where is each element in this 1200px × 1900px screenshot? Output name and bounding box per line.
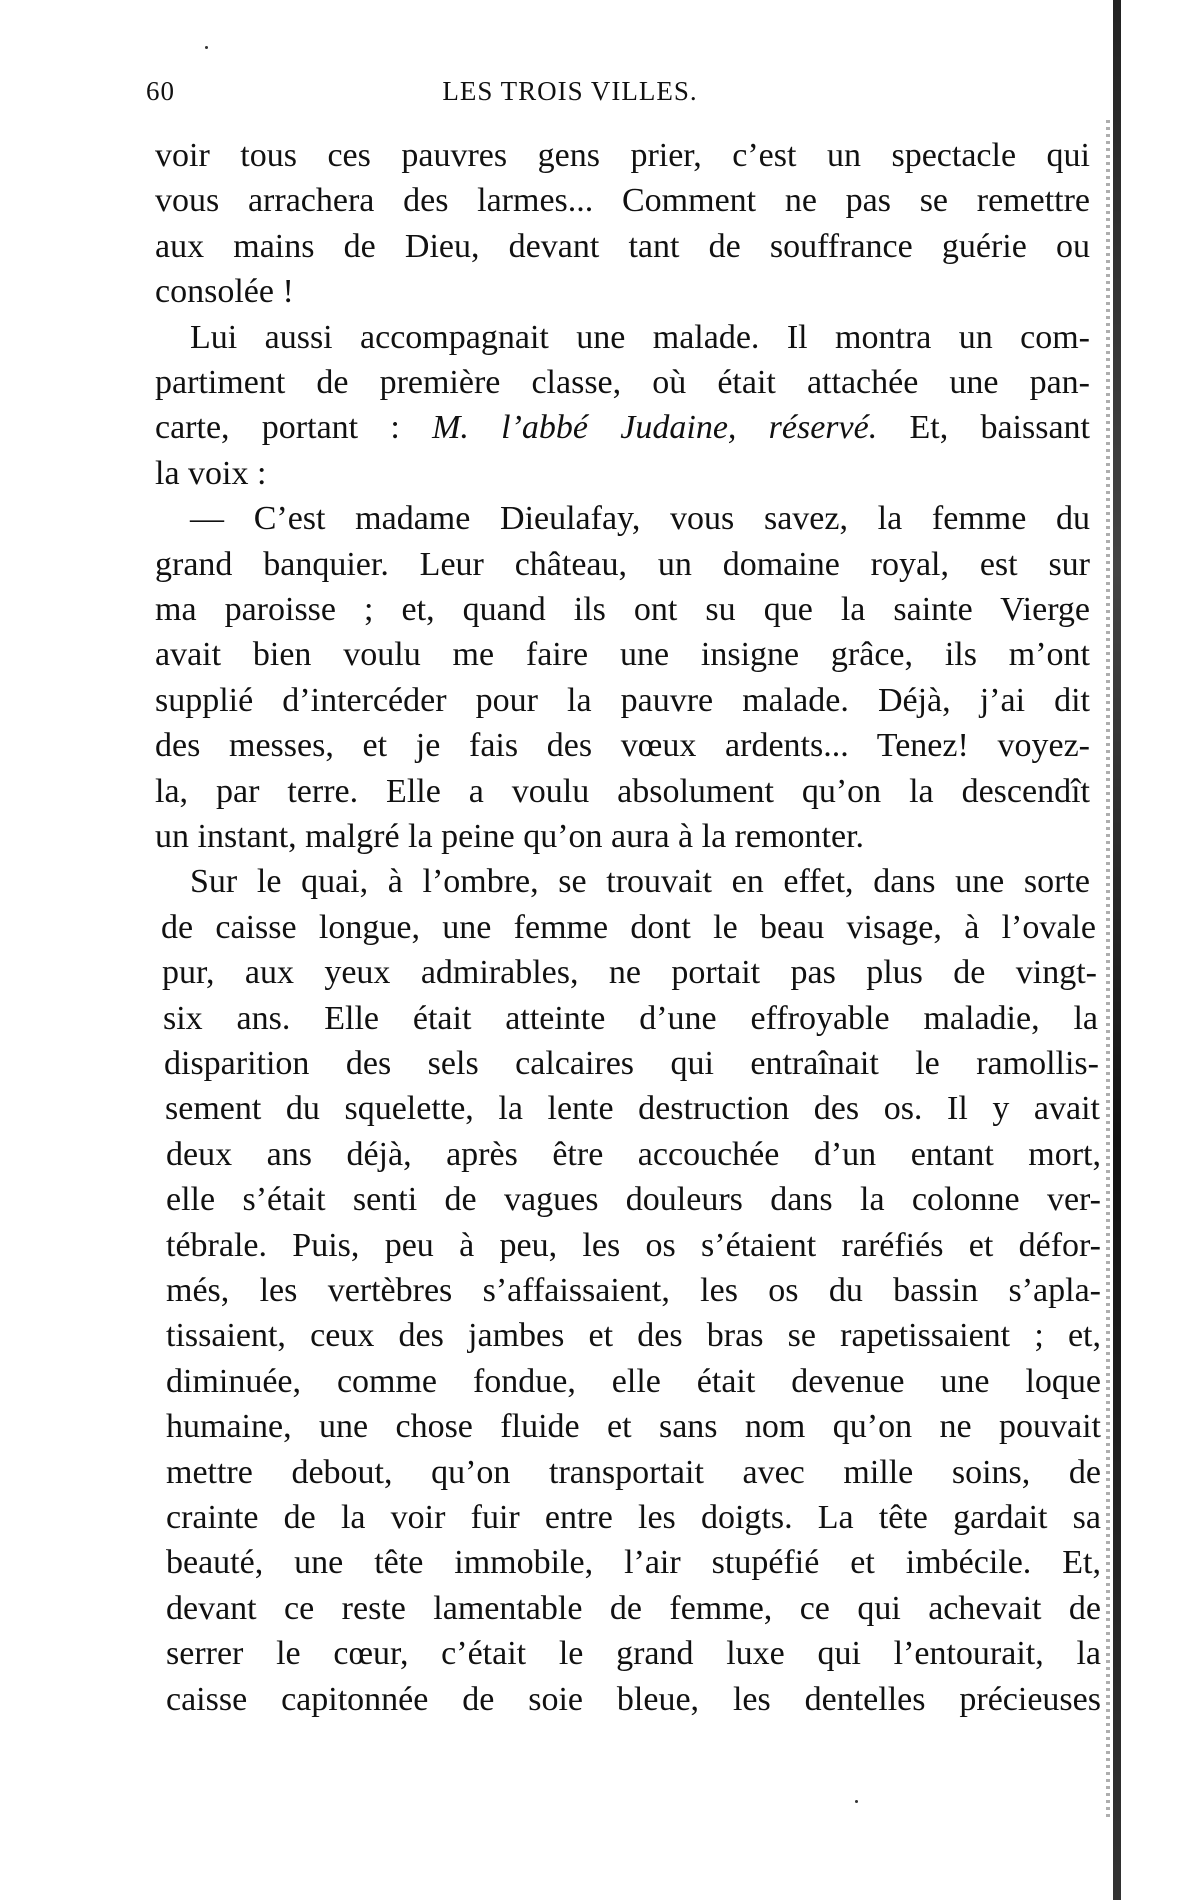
text-line: mettre debout, qu’on transportait avec mille soins, de — [166, 1453, 1101, 1491]
text-line: de caisse longue, une femme dont le beau visage, à l’ovale — [161, 908, 1096, 946]
text-line: beauté, une tête immobile, l’air stupéfié et imbécile. Et, — [166, 1544, 1101, 1582]
text-line: — C’est madame Dieulafay, vous savez, la femme du — [190, 500, 1090, 538]
text-line: ma paroisse ; et, quand ils ont su que la sainte Vierge — [155, 591, 1090, 628]
page-edge-texture — [1106, 120, 1110, 1820]
text-line: elle s’était senti de vagues douleurs dans la colonne ver- — [166, 1181, 1101, 1219]
text-line: consolée ! — [155, 273, 294, 311]
text-line: des messes, et je fais des vœux ardents... Tenez! voyez- — [155, 727, 1090, 765]
text-line: supplié d’intercéder pour la pauvre malade. Déjà, j’ai dit — [155, 681, 1090, 719]
text-line — [155, 408, 1090, 448]
page-edge-shadow — [1113, 0, 1121, 1900]
text-line: un instant, malgré la peine qu’on aura à la remonter. — [155, 818, 865, 855]
text-line: grand banquier. Leur château, un domaine royal, est sur — [155, 545, 1090, 583]
text-line: crainte de la voir fuir entre les doigts. La tête gardait sa — [166, 1499, 1101, 1536]
page-number: 60 — [146, 76, 175, 106]
text-line: diminuée, comme fondue, elle était devenue une loque — [166, 1362, 1101, 1400]
text-line: deux ans déjà, après être accouchée d’un entant mort, — [166, 1135, 1101, 1173]
text-span: carte, portant : — [155, 409, 433, 447]
scan-speck — [855, 1800, 858, 1803]
text-line: devant ce reste lamentable de femme, ce qui achevait de — [166, 1589, 1101, 1627]
text-line: tébrale. Puis, peu à peu, les os s’étaient raréfiés et défor- — [166, 1226, 1101, 1264]
text-line: tissaient, ceux des jambes et des bras se rapetissaient ; et, — [166, 1317, 1101, 1355]
text-line: Sur le quai, à l’ombre, se trouvait en effet, dans une sorte — [190, 863, 1090, 901]
text-line: disparition des sels calcaires qui entraînait le ramollis- — [164, 1045, 1099, 1082]
text-line: avait bien voulu me faire une insigne grâce, ils m’ont — [155, 636, 1090, 674]
text-line: six ans. Elle était atteinte d’une effroyable maladie, la — [163, 999, 1098, 1037]
scan-speck — [205, 46, 208, 49]
text-line: vous arrachera des larmes... Comment ne pas se remettre — [155, 182, 1090, 220]
text-line: humaine, une chose fluide et sans nom qu’on ne pouvait — [166, 1408, 1101, 1446]
text-line: aux mains de Dieu, devant tant de souffrance guérie ou — [155, 227, 1090, 265]
text-line: pur, aux yeux admirables, ne portait pas plus de vingt- — [162, 954, 1097, 992]
text-line: la, par terre. Elle a voulu absolument qu’on la descendît — [155, 772, 1090, 810]
text-line: la voix : — [155, 454, 267, 492]
text-line: voir tous ces pauvres gens prier, c’est un spectacle qui — [155, 137, 1090, 174]
text-line: serrer le cœur, c’était le grand luxe qui l’entourait, la — [166, 1635, 1101, 1673]
text-span: Et, baissant — [877, 409, 1090, 447]
text-line: sement du squelette, la lente destruction des os. Il y avait — [165, 1090, 1100, 1128]
text-line: caisse capitonnée de soie bleue, les dentelles précieuses — [166, 1680, 1101, 1718]
text-line: partiment de première classe, où était attachée une pan- — [155, 364, 1090, 401]
italic-placard-text: M. l’abbé Judaine, réservé. — [432, 409, 878, 447]
text-line: Lui aussi accompagnait une malade. Il montra un com- — [190, 318, 1090, 356]
running-title: LES TROIS VILLES. — [442, 76, 698, 106]
text-line: més, les vertèbres s’affaissaient, les os du bassin s’apla- — [166, 1272, 1101, 1309]
